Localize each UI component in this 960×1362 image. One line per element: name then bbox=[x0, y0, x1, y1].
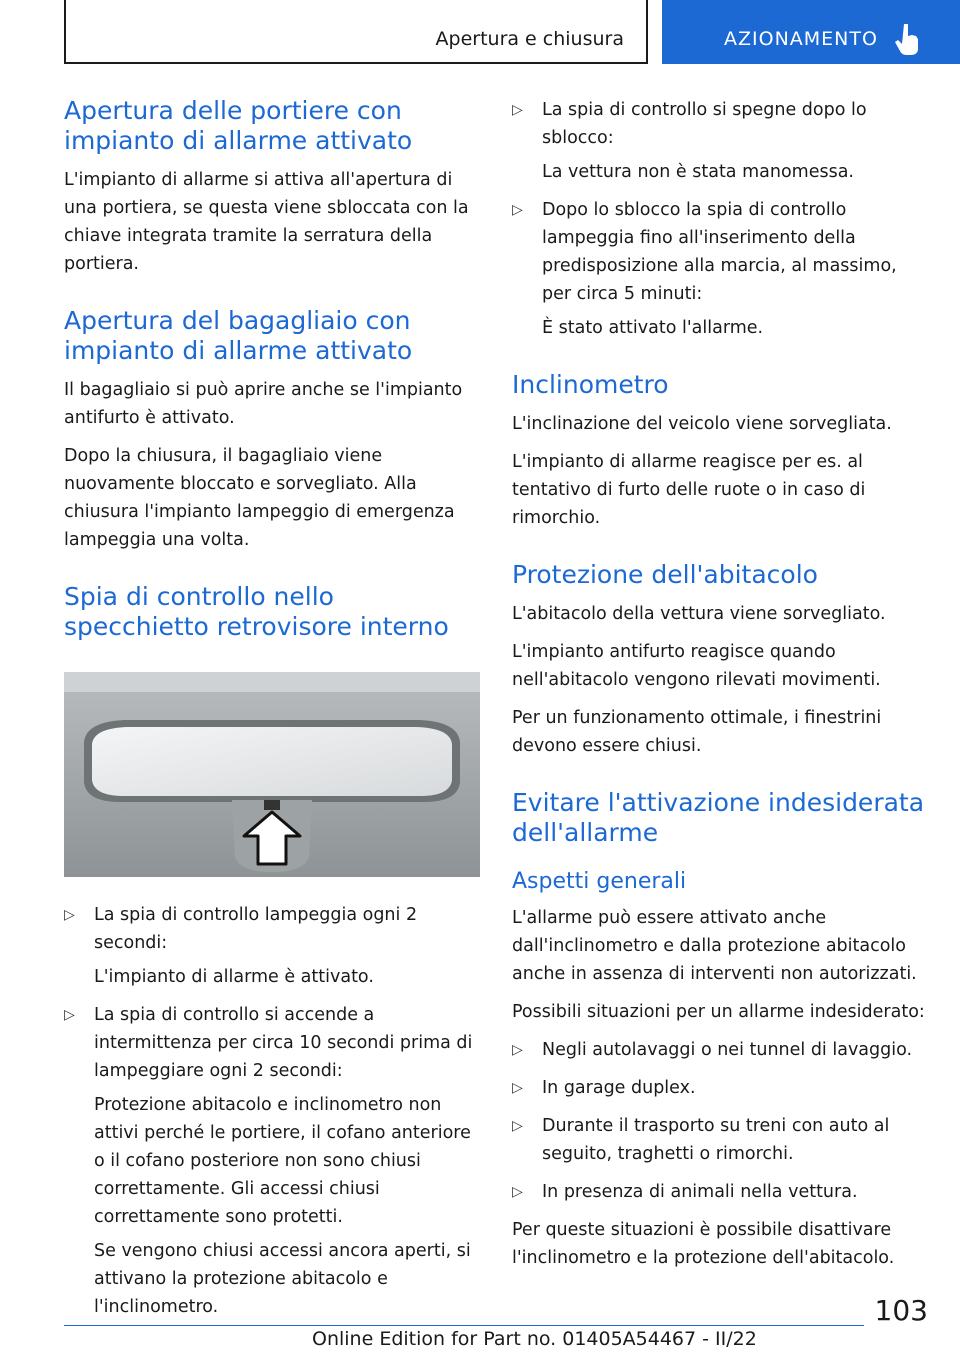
list-item: ▷ La spia di controllo lampeggia ogni 2 secondi: L'impianto di allarme è attivato. bbox=[64, 901, 478, 991]
list-item: ▷ La spia di controllo si accende a intermittenza per circa 10 secondi prima di lampeggiare ogni 2 secondi: Protezione abitacolo e inclinometro non attivi perché le portiere, il cofano anteriore o il cofano posteriore non sono chiusi correttamente. Gli accessi chiusi correttamente sono protetti. Se vengono chiusi accessi ancora aperti, si attivano la protezione abitacolo e l'inclinometro. bbox=[64, 1001, 478, 1321]
paragraph: L'inclinazione del veicolo viene sorvegliata. bbox=[512, 414, 892, 434]
indicator-bullet-list-continued bbox=[512, 96, 926, 342]
paragraph: Dopo la chiusura, il bagagliaio viene nuovamente bloccato e sorvegliato. Alla chiusura l'impianto lampeggio di emergenza lampeggia una volta. bbox=[64, 446, 455, 550]
heading-indicator-light: Spia di controllo nello specchietto retrovisore interno bbox=[64, 582, 449, 641]
paragraph: L'impianto antifurto reagisce quando nell'abitacolo vengono rilevati movimenti. bbox=[512, 642, 881, 690]
paragraph: Possibili situazioni per un allarme indesiderato: bbox=[512, 1002, 925, 1022]
right-column bbox=[512, 96, 926, 1282]
list-item-sub: È stato attivato l'allarme. bbox=[542, 318, 764, 338]
header-chapter-label: AZIONAMENTO bbox=[724, 28, 878, 50]
heading-doors-alarm: Apertura delle portiere con impianto di allarme attivato bbox=[64, 96, 413, 155]
list-item: ▷ La spia di controllo si spegne dopo lo sblocco: La vettura non è stata manomessa. bbox=[512, 96, 926, 186]
heading-trunk-alarm: Apertura del bagagliaio con impianto di allarme attivato bbox=[64, 306, 413, 365]
false-alarm-list bbox=[512, 1036, 926, 1206]
paragraph: L'impianto di allarme reagisce per es. al tentativo di furto delle ruote o in caso di rimorchio. bbox=[512, 452, 866, 528]
hand-pointer-icon bbox=[894, 22, 922, 56]
list-item-sub: Protezione abitacolo e inclinometro non attivi perché le portiere, il cofano anteriore o il cofano posteriore non sono chiusi correttamente. Gli accessi chiusi correttamente sono protetti. bbox=[94, 1095, 471, 1227]
list-item-sub: L'impianto di allarme è attivato. bbox=[94, 967, 374, 987]
header-section-title: Apertura e chiusura bbox=[435, 28, 624, 50]
list-item: ▷ Dopo lo sblocco la spia di controllo lampeggia fino all'inserimento della predisposizione alla marcia, al massimo, per circa 5 minuti: È stato attivato l'allarme. bbox=[512, 196, 926, 342]
paragraph: L'allarme può essere attivato anche dall'inclinometro e dalla protezione abitacolo anche in assenza di interventi non autorizzati. bbox=[512, 908, 917, 984]
heading-avoid-false-alarm: Evitare l'attivazione indesiderata dell'allarme bbox=[512, 788, 925, 847]
footer-divider bbox=[64, 1325, 864, 1326]
list-item: ▷ Durante il trasporto su treni con auto al seguito, traghetti o rimorchi. bbox=[512, 1112, 926, 1168]
heading-interior-protection: Protezione dell'abitacolo bbox=[512, 560, 818, 589]
paragraph: Per queste situazioni è possibile disattivare l'inclinometro e la protezione dell'abitacolo. bbox=[512, 1220, 895, 1268]
paragraph: Per un funzionamento ottimale, i finestrini devono essere chiusi. bbox=[512, 708, 882, 756]
rearview-mirror-image bbox=[64, 672, 480, 877]
list-item-sub: Se vengono chiusi accessi ancora aperti, si attivano la protezione abitacolo e l'inclinometro. bbox=[94, 1241, 471, 1317]
header-chapter-tab bbox=[662, 0, 960, 64]
list-item: ▷ In garage duplex. bbox=[512, 1074, 926, 1102]
indicator-bullet-list bbox=[64, 901, 478, 1321]
footer-edition: Online Edition for Part no. 01405A54467 - II/22 bbox=[312, 1328, 757, 1350]
paragraph: Il bagagliaio si può aprire anche se l'impianto antifurto è attivato. bbox=[64, 380, 463, 428]
paragraph: L'abitacolo della vettura viene sorvegliato. bbox=[512, 604, 886, 624]
left-column bbox=[64, 96, 478, 1331]
list-item: ▷ In presenza di animali nella vettura. bbox=[512, 1178, 926, 1206]
page-number: 103 bbox=[874, 1294, 928, 1327]
subheading-general: Aspetti generali bbox=[512, 869, 687, 894]
heading-inclinometer: Inclinometro bbox=[512, 370, 669, 399]
header-section-box bbox=[64, 0, 648, 64]
list-item: ▷ Negli autolavaggi o nei tunnel di lavaggio. bbox=[512, 1036, 926, 1064]
list-item-sub: La vettura non è stata manomessa. bbox=[542, 162, 854, 182]
paragraph: L'impianto di allarme si attiva all'apertura di una portiera, se questa viene sbloccata con la chiave integrata tramite la serratura della portiera. bbox=[64, 170, 469, 274]
